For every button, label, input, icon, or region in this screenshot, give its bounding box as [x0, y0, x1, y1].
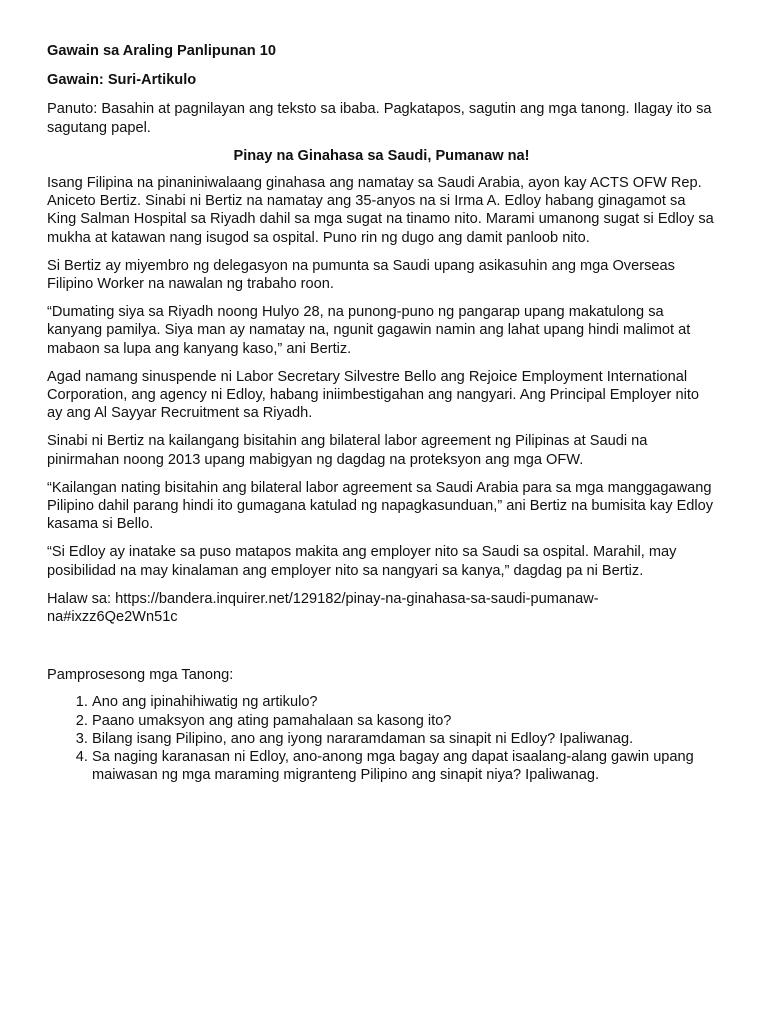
question-item — [92, 730, 716, 748]
activity-title: Gawain sa Araling Panlipunan 10 — [47, 43, 276, 59]
article-paragraph: Si Bertiz ay miyembro ng delegasyon na pumunta sa Saudi upang asikasuhin ang mga Overseas Filipino Worker na nawalan ng trabaho roon. — [47, 257, 675, 293]
article-paragraph: Agad namang sinuspende ni Labor Secretary Silvestre Bello ang Rejoice Employment International Corporation, ang agency ni Edloy, habang iniimbestigahan ang nangyari. Ang Principal Employer nito ay ang Al Sayyar Recruitment sa Riyadh. — [47, 368, 699, 422]
activity-type: Gawain: Suri-Artikulo — [47, 72, 197, 89]
article-title: Pinay na Ginahasa sa Saudi, Pumanaw na! — [233, 147, 530, 164]
article-paragraph: “Si Edloy ay inatake sa puso matapos makita ang employer nito sa Saudi sa ospital. Marahil, may posibilidad na may kinalaman ang employer nito sa nangyari sa kanya,” dagdag pa ni Bertiz. — [47, 544, 677, 579]
article-paragraph: Isang Filipina na pinaniniwalaang ginahasa ang namatay sa Saudi Arabia, ayon kay ACTS OFW Rep. Aniceto Bertiz. Sinabi ni Bertiz na namatay ang 35-anyos na si Irma A. Edloy habang ginagamot sa King Salman Hospital sa Riyadh dahil sa mga sugat na tinamo nito. Marami umanong sugat si Edloy sa mukha at katawan nang isugod sa ospital. Puno rin ng dugo ang damit panloob nito. — [47, 175, 714, 246]
question-text: Sa naging karanasan ni Edloy, ano-anong mga bagay ang dapat isaalang-alang gawin upang maiwasan ng mga maraming migranteng Pilipino ang sinapit niya? Ipaliwanag. — [92, 749, 694, 784]
question-item — [92, 712, 716, 730]
questions-label: Pamprosesong mga Tanong: — [47, 667, 234, 684]
instructions: Panuto: Basahin at pagnilayan ang teksto sa ibaba. Pagkatapos, sagutin ang mga tanong. Ilagay ito sa sagutang papel. — [47, 101, 712, 136]
questions-list — [47, 693, 716, 784]
question-text: Ano ang ipinahihiwatig ng artikulo? — [92, 694, 318, 711]
article-paragraph: “Kailangan nating bisitahin ang bilateral labor agreement sa Saudi Arabia para sa mga manggagawang Pilipino dahil parang hindi ito gumagana katulad ng napagkasunduan,” ani Bertiz na bumisita kay Edloy kasama si Bello. — [47, 479, 714, 533]
question-item — [92, 748, 716, 784]
question-text: Paano umaksyon ang ating pamahalaan sa kasong ito? — [92, 712, 452, 729]
article-source: Halaw sa: https://bandera.inquirer.net/129182/pinay-na-ginahasa-sa-saudi-pumanaw-na#ixzz6Qe2Wn51c — [47, 590, 599, 626]
question-item — [92, 693, 716, 711]
article-paragraph: Sinabi ni Bertiz na kailangang bisitahin ang bilateral labor agreement ng Pilipinas at Saudi na pinirmahan noong 2013 upang mabigyan ng dagdag na proteksyon ang mga OFW. — [47, 433, 648, 468]
question-text: Bilang isang Pilipino, ano ang iyong nararamdaman sa sinapit ni Edloy? Ipaliwanag. — [92, 730, 634, 747]
article-paragraph: “Dumating siya sa Riyadh noong Hulyo 28, na punong-puno ng pangarap upang makatulong sa kanyang pamilya. Siya man ay namatay na, ngunit gagawin namin ang lahat upang hindi malimot at mabaon sa lupa ang kanyang kaso,” ani Bertiz. — [47, 304, 691, 357]
